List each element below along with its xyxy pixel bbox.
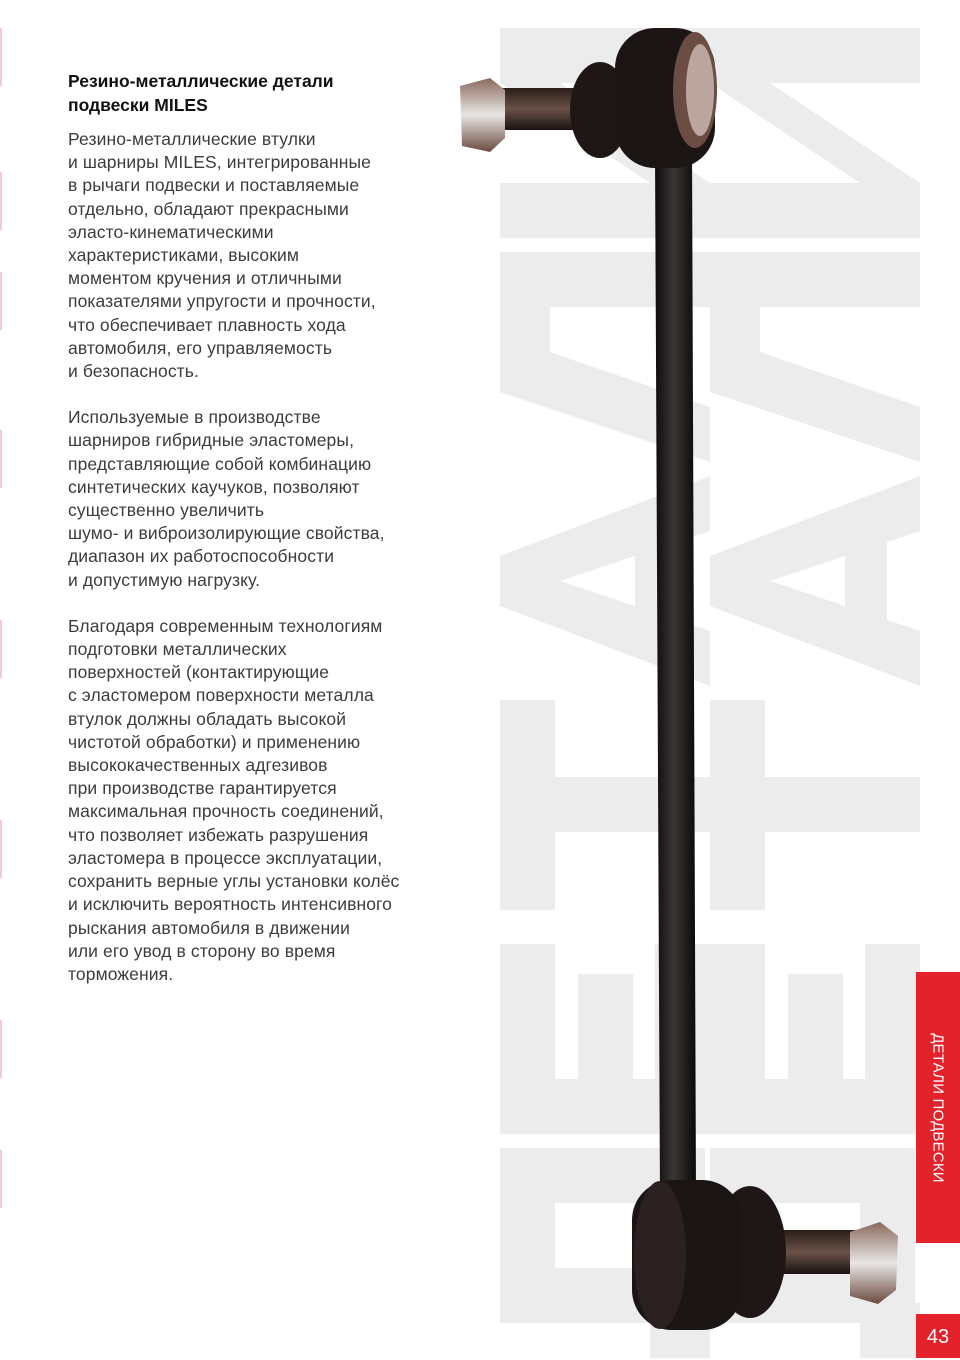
- top-joint-face-inner: [686, 44, 714, 136]
- section-tab: [916, 972, 960, 1243]
- paragraph-1: Резино-металлические втулки и шарниры MILES, интегрированные в рычаги подвески и поставляемые отдельно, обладают прекрасными эласто-кинематическими характеристиками, высоким моментом кручения и отличными показателями упругости и прочности, что обеспечивает плавность хода автомобиля, его управляемость и безопасность.: [68, 129, 376, 382]
- page-title: Резино-металлические детали подвески MILES: [68, 71, 334, 115]
- link-rod: [655, 150, 696, 1200]
- paragraph-3: Благодаря современным технологиям подготовки металлических поверхностей (контактирующие с эластомером поверхности металла втулок должны обладать высокой чистотой обработки) и применению высококачественных адгезивов при производстве гарантируется максимальная прочность соединений, что позволяет избежать разрушения эластомера в процессе эксплуатации, сохранить верные углы установки колёс и исключить вероятность интенсивного рыскания автомобиля в движении или его увод в сторону во время торможения.: [68, 615, 400, 984]
- page-number: 43: [916, 1314, 960, 1358]
- top-nut: [460, 78, 505, 152]
- section-tab-label: ДЕТАЛИ ПОДВЕСКИ: [929, 1032, 947, 1183]
- text-column: [68, 70, 448, 1009]
- paragraph-2: Используемые в производстве шарниров гибридные эластомеры, представляющие собой комбинацию синтетических каучуков, позволяют существенно увеличить шумо- и виброизолирующие свойства, диапазон их работоспособности и допустимую нагрузку.: [68, 407, 385, 590]
- bottom-nut: [850, 1222, 898, 1304]
- bottom-joint-face: [634, 1181, 686, 1329]
